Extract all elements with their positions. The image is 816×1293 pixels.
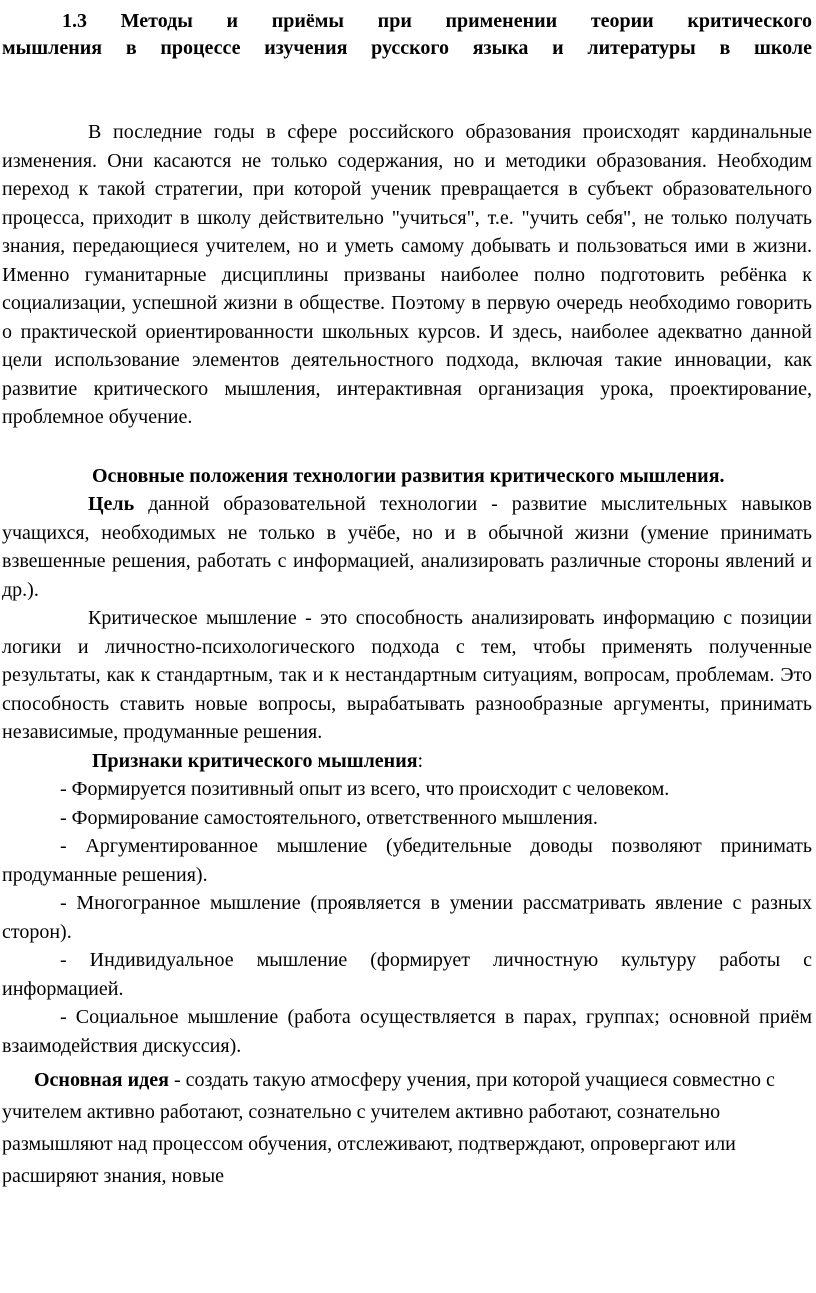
- sign-item: - Формирование самостоятельного, ответственного мышления.: [60, 806, 598, 829]
- main-idea-paragraph: [2, 1064, 812, 1192]
- subsection-heading: Основные положения технологии развития критического мышления.: [92, 464, 725, 487]
- critical-thinking-paragraph: Критическое мышление - это способность анализировать информацию с позиции логики и личностно-психологического подхода с тем, чтобы применять полученные результаты, как к стандартным, так и к нестандартным ситуациям, вопросам, проблемам. Это способность ставить новые вопросы, вырабатывать разнообразные аргументы, принимать независимые, продуманные решения.: [2, 607, 812, 743]
- main-idea-text: - создать такую атмосферу учения, при которой учащиеся совместно с учителем активно работают, сознательно с учителем активно работают, сознательно размышляют над процессом обучения, отслеживают, подтверждают, опровергают или расширяют знания, новые: [2, 1069, 775, 1187]
- signs-heading: [2, 747, 812, 776]
- goal-label: Цель: [88, 493, 135, 515]
- sign-item: - Аргументированное мышление (убедительные доводы позволяют принимать продуманные решения).: [2, 835, 812, 886]
- signs-colon: :: [417, 749, 424, 772]
- section-title-line-1: 1.3 Методы и приёмы при применении теории критического: [62, 10, 812, 32]
- goal-paragraph: [2, 490, 812, 604]
- section-title: [2, 8, 812, 62]
- sign-item: - Социальное мышление (работа осуществляется в парах, группах; основной приём взаимодействия дискуссия).: [2, 1006, 812, 1057]
- sign-item: - Формируется позитивный опыт из всего, что происходит с человеком.: [60, 778, 670, 800]
- signs-label: Признаки критического мышления: [92, 749, 418, 772]
- sign-item: - Многогранное мышление (проявляется в умении рассматривать явление с разных сторон).: [2, 892, 812, 943]
- intro-paragraph: В последние годы в сфере российского образования происходят кардинальные изменения. Они касаются не только содержания, но и методики образования. Необходим переход к такой стратегии, при которой ученик превращается в субъект образовательного процесса, приходит в школу действительно "учиться", т.е. "учить себя", не только получать знания, передающиеся учителем, но и уметь самому добывать и пользоваться ими в жизни. Именно гуманитарные дисциплины призваны наиболее полно подготовить ребёнка к социализации, успешной жизни в обществе. Поэтому в первую очередь необходимо говорить о практической ориентированности школьных курсов. И здесь, наиболее адекватно данной цели использование элементов деятельностного подхода, включая такие инновации, как развитие критического мышления, интерактивная организация урока, проектирование, проблемное обучение.: [2, 121, 812, 428]
- section-title-line-2: мышления в процессе изучения русского языка и литературы в школе: [2, 37, 812, 59]
- main-idea-label: Основная идея: [34, 1069, 169, 1091]
- goal-text: данной образовательной технологии - развитие мыслительных навыков учащихся, необходимых не только в учёбе, но и в обычной жизни (умение принимать взвешенные решения, работать с информацией, анализировать различные стороны явлений и др.).: [2, 493, 812, 601]
- sign-item: - Индивидуальное мышление (формирует личностную культуру работы с информацией.: [2, 949, 812, 1000]
